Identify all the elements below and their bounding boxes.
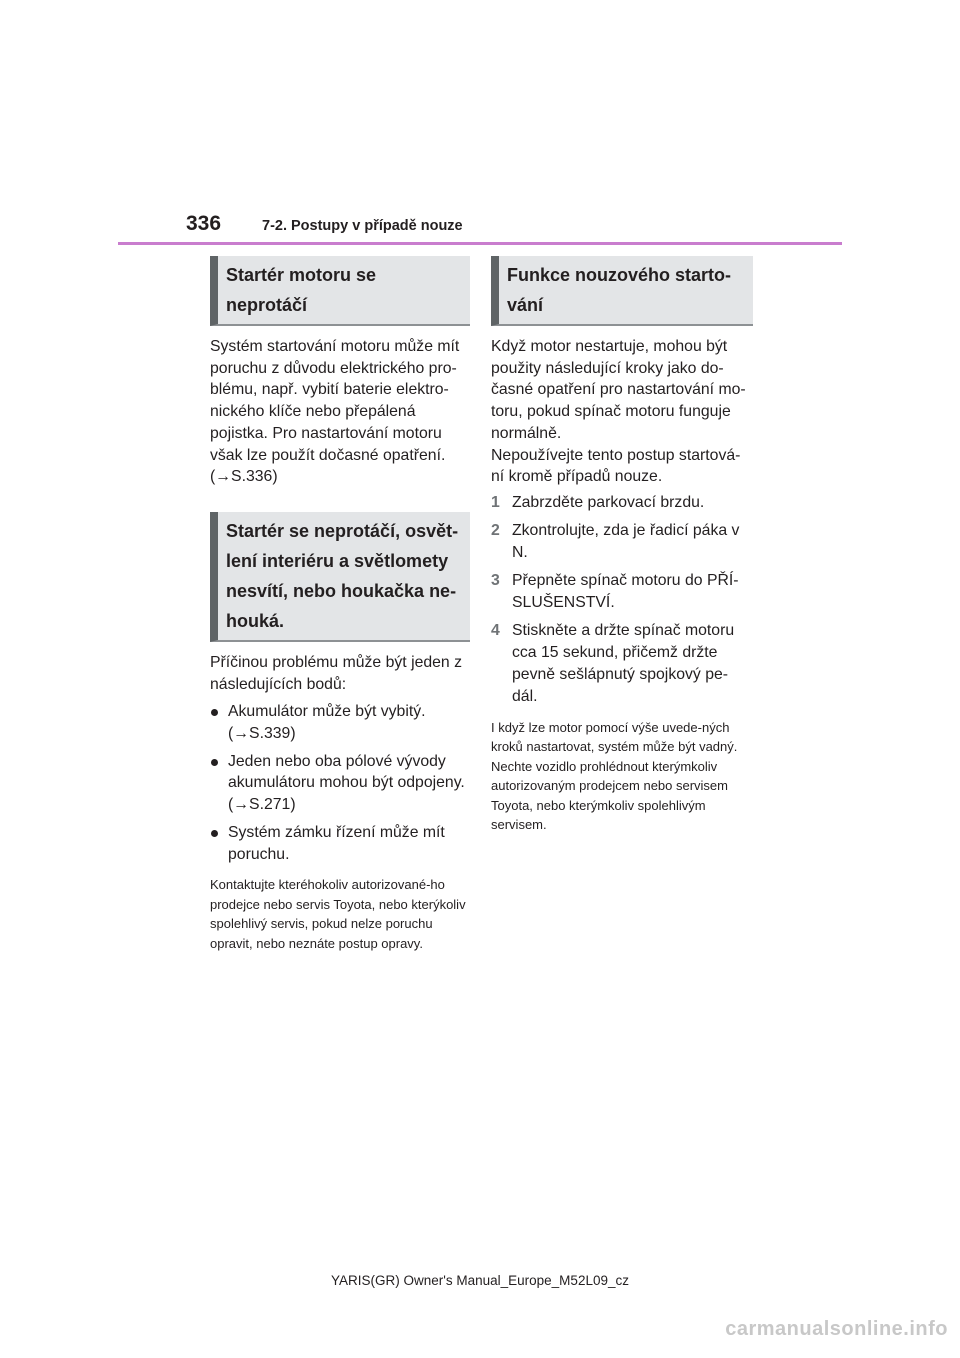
heading-starter-not-cranking: Startér motoru se neprotáčí <box>210 256 470 326</box>
step-text: Zabrzděte parkovací brzdu. <box>512 493 705 511</box>
step-item <box>491 570 753 614</box>
watermark: carmanualsonline.info <box>725 1318 948 1340</box>
note-contact-dealer: Kontaktujte kteréhokoliv autorizované-ho prodejce nebo servis Toyota, nebo kterýkoliv spolehlivý servis, pokud nelze poruchu opravit, nebo neznáte postup opravy. <box>210 877 466 951</box>
step-text: Stiskněte a držte spínač motoru cca 15 sekund, přičemž držte pevně sešlápnutý spojkový pe-dál. <box>512 621 735 705</box>
note-system-faulty: I když lze motor pomocí výše uvede-ných kroků nastartovat, systém může být vadný. Nechte vozidlo prohlédnout kterýmkoliv autorizovaným prodejcem nebo servisem Toyota, nebo kterýmkoliv spolehlivým servisem. <box>491 719 738 833</box>
list-item <box>210 822 470 865</box>
list-item-text: Akumulátor může být vybitý. (→S.339) <box>228 703 426 743</box>
heading-no-lights-no-horn: Startér se neprotáčí, osvět-lení interiéru a světlomety nesvítí, nebo houkačka ne-houká. <box>210 512 470 642</box>
list-item <box>210 701 470 744</box>
paragraph-causes-intro: Příčinou problému může být jeden z následujících bodů: <box>210 653 463 693</box>
heading-emergency-start: Funkce nouzového starto-vání <box>491 256 753 326</box>
list-item-text: Jeden nebo oba pólové vývody akumulátoru mohou být odpojeny. (→S.271) <box>228 752 465 814</box>
paragraph-emergency-intro: Když motor nestartuje, mohou být použity následující kroky jako do-časné opatření pro nastartování mo-toru, pokud spínač motoru funguje normálně. <box>491 338 746 442</box>
step-number: 1 <box>491 493 500 511</box>
section-title: 7-2. Postupy v případě nouze <box>262 218 463 234</box>
bullet-icon <box>211 709 218 716</box>
bullet-icon <box>211 830 218 837</box>
paragraph-emergency-warning: Nepoužívejte tento postup startová-ní kromě případů nouze. <box>491 446 741 486</box>
list-item-text: Systém zámku řízení může mít poruchu. <box>228 823 445 863</box>
step-item <box>491 492 753 514</box>
footer-manual-id: YARIS(GR) Owner's Manual_Europe_M52L09_cz <box>331 1273 629 1288</box>
step-text: Zkontrolujte, zda je řadicí páka v N. <box>512 521 740 561</box>
step-item <box>491 520 753 564</box>
list-item <box>210 751 470 816</box>
paragraph-starter-intro: Systém startování motoru může mít poruchu z důvodu elektrického pro-blému, např. vybití baterie elektro-nického klíče nebo přepálená pojistka. Pro nastartování motoru však lze použít dočasné opatření. (→S.336) <box>210 338 460 486</box>
step-item <box>491 620 753 708</box>
page-number: 336 <box>186 212 222 235</box>
step-text: Přepněte spínač motoru do PŘÍ-SLUŠENSTVÍ. <box>512 571 739 611</box>
causes-list <box>210 701 470 865</box>
step-number: 2 <box>491 521 500 539</box>
step-number: 3 <box>491 571 500 589</box>
header-divider <box>118 242 842 245</box>
left-column <box>210 256 470 953</box>
steps-list <box>491 492 753 708</box>
step-number: 4 <box>491 621 500 639</box>
right-column <box>491 256 753 835</box>
bullet-icon <box>211 759 218 766</box>
